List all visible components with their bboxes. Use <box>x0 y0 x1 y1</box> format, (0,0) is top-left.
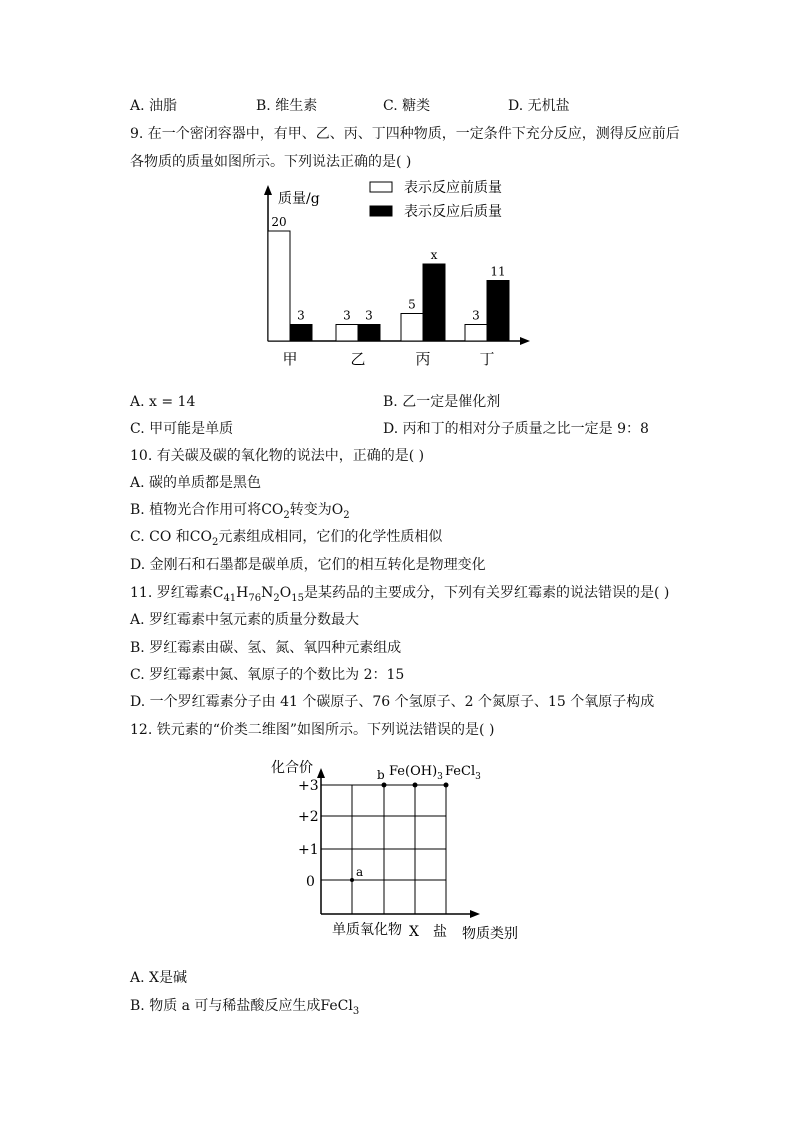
q8-option-a: A. 油脂 <box>130 98 178 114</box>
ytick-plus2: +2 <box>298 809 319 825</box>
q10-option-b: B. 植物光合作用可将$CO_2$转变为$O_2$ <box>130 502 350 521</box>
point-fecl3 <box>444 783 449 788</box>
point-b-label: b <box>377 768 385 782</box>
bar-label-before-4: 3 <box>472 308 480 323</box>
q9-option-a: A. x = 14 <box>130 394 196 410</box>
legend-before-label: 表示反应前质量 <box>404 180 502 196</box>
q10-option-a: A. 碳的单质都是黑色 <box>130 475 262 491</box>
q10-stem: 10. 有关碳及碳的氧化物的说法中，正确的是( ) <box>130 448 425 464</box>
point-b <box>382 783 387 788</box>
point-a-label: a <box>356 865 364 879</box>
category-label-2: 乙 <box>350 350 366 368</box>
q12-option-a: A. X是碱 <box>130 970 187 986</box>
x-axis-arrow <box>520 337 530 345</box>
y-axis-label: 质量/g <box>278 191 320 207</box>
q11-stem: 11. 罗红霉素$C_{41}H_{76}N_2O_{15}$是某药品的主要成分，下列有关罗红霉素的说法错误的是( ) <box>130 585 670 604</box>
bar-before-3 <box>401 314 423 342</box>
q8-option-c: C. 糖类 <box>383 98 431 114</box>
bar-label-after-1: 3 <box>297 308 305 323</box>
diagram-grid <box>321 785 446 914</box>
bar-after-1 <box>290 325 312 342</box>
bar-before-2 <box>336 325 358 342</box>
q11-option-d: D. 一个罗红霉素分子由 41 个碳原子、76 个氢原子、2 个氮原子、15 个氧原子构成 <box>130 694 655 710</box>
category-label-3: 丙 <box>415 350 431 368</box>
bar-label-before-1: 20 <box>271 215 287 229</box>
xlabel-oxide: 氧化物 <box>360 922 402 938</box>
ytick-plus1: +1 <box>298 842 319 858</box>
bar-after-2 <box>358 325 380 342</box>
bar-label-after-4: 11 <box>490 264 506 279</box>
q9-option-d: D. 丙和丁的相对分子质量之比一定是 9：8 <box>383 421 649 437</box>
category-label-4: 丁 <box>479 350 495 368</box>
bar-label-after-3: x <box>430 248 438 262</box>
bar-after-4 <box>487 281 509 342</box>
q8-option-d: D. 无机盐 <box>508 98 570 114</box>
diagram-y-arrow <box>317 768 325 778</box>
q9-bar-chart <box>250 175 550 375</box>
legend-before-swatch <box>370 182 392 192</box>
xlabel-elemental: 单质 <box>332 922 360 938</box>
point-feoh3 <box>413 783 418 788</box>
q12-stem: 12. 铁元素的“价类二维图”如图所示。下列说法错误的是( ) <box>130 722 495 738</box>
label-fecl3: FeCl$_3$ <box>445 764 481 782</box>
bar-label-after-2: 3 <box>365 308 373 323</box>
q8-option-b: B. 维生素 <box>256 98 318 114</box>
legend-after-label: 表示反应后质量 <box>404 204 502 220</box>
q11-option-c: C. 罗红霉素中氮、氧原子的个数比为 2：15 <box>130 667 405 683</box>
xlabel-x: X <box>409 924 419 940</box>
diagram-y-label: 化合价 <box>271 760 313 776</box>
q11-option-b: B. 罗红霉素由碳、氢、氮、氧四种元素组成 <box>130 640 402 656</box>
legend-after-swatch <box>370 206 392 216</box>
q9-option-c: C. 甲可能是单质 <box>130 421 234 437</box>
q9-option-b: B. 乙一定是催化剂 <box>383 394 501 410</box>
label-feoh3: $Fe(OH)_3$ <box>389 764 443 782</box>
bar-before-4 <box>465 325 487 342</box>
xlabel-salt: 盐 <box>433 924 447 940</box>
bar-after-3 <box>423 264 445 341</box>
bar-label-before-2: 3 <box>343 308 351 323</box>
q11-option-a: A. 罗红霉素中氢元素的质量分数最大 <box>130 612 360 628</box>
q12-option-b: B. 物质 a 可与稀盐酸反应生成FeCl$_3$ <box>130 998 360 1017</box>
ytick-zero: 0 <box>306 874 315 890</box>
category-label-1: 甲 <box>282 350 298 368</box>
q10-option-c: C. CO 和$CO_2$元素组成相同，它们的化学性质相似 <box>130 529 443 548</box>
q9-stem-line2: 各物质的质量如图所示。下列说法正确的是( ) <box>130 154 412 170</box>
bar-before-1 <box>268 231 290 341</box>
q9-stem-line1: 9. 在一个密闭容器中，有甲、乙、丙、丁四种物质，一定条件下充分反应，测得反应前后 <box>130 126 680 142</box>
ytick-plus3: +3 <box>298 778 319 794</box>
y-axis-arrow <box>264 185 272 195</box>
q10-option-d: D. 金刚石和石墨都是碳单质，它们的相互转化是物理变化 <box>130 557 486 573</box>
diagram-x-arrow <box>470 910 480 918</box>
q12-valence-diagram <box>268 752 538 947</box>
xlabel-category: 物质类别 <box>462 926 518 942</box>
point-a <box>350 878 354 882</box>
bar-label-before-3: 5 <box>408 297 416 312</box>
